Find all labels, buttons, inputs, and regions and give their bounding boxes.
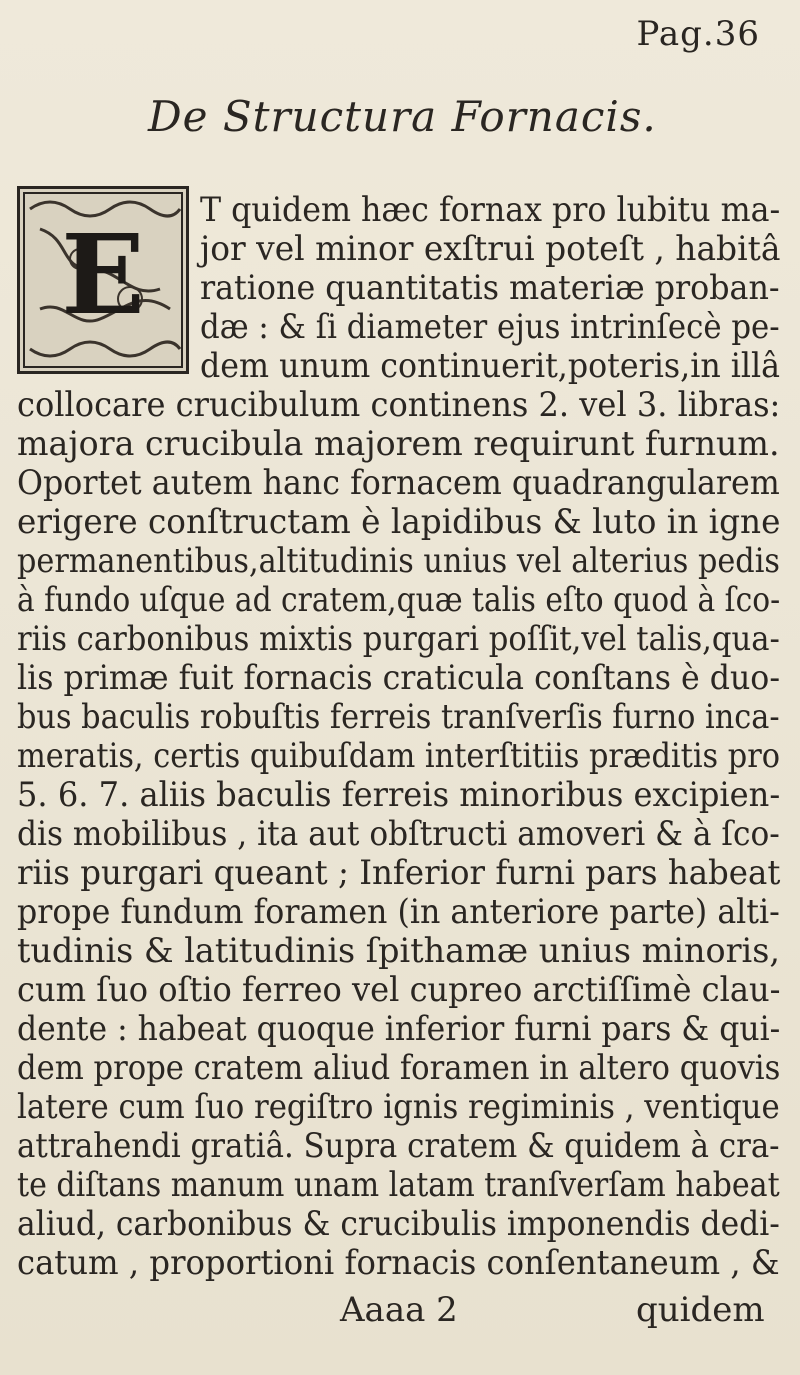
text-line: dis mobilibus , ita aut obſtructi amoveri & à ſco- <box>17 814 780 854</box>
text-line: te diſtans manum unam latam tranſverſam habeat <box>17 1165 780 1205</box>
chapter-heading: De Structura Fornacis. <box>148 92 657 141</box>
ornament-icon <box>20 189 186 371</box>
catchword: quidem <box>636 1290 765 1330</box>
text-line: cum ſuo oſtio ferreo vel cupreo arctiſſimè clau- <box>17 970 781 1010</box>
initial-letter: E <box>61 210 145 339</box>
text-line: riis purgari queant ; Inferior furni pars habeat <box>17 853 781 893</box>
text-line: 5. 6. 7. aliis baculis ferreis minoribus excipien- <box>17 775 781 815</box>
text-line: collocare crucibulum continens 2. vel 3. libras: <box>17 385 781 425</box>
text-line: latere cum ſuo regiſtro ignis regiminis , ventique <box>17 1087 780 1127</box>
text-line: Oportet autem hanc fornacem quadrangularem <box>17 463 780 503</box>
text-line: meratis, certis quibuſdam interſtitiis præditis pro <box>17 736 781 776</box>
text-line: ratione quantitatis materiæ proban- <box>200 268 780 308</box>
decorated-initial <box>17 186 189 374</box>
text-line: erigere conſtructam è lapidibus & luto in igne <box>17 502 781 542</box>
page-number: Pag.36 <box>636 14 760 54</box>
signature-mark: Aaaa 2 <box>340 1290 458 1330</box>
text-line: permanentibus,altitudinis unius vel alterius pedis <box>17 541 780 581</box>
text-line: tudinis & latitudinis ſpithamæ unius minoris, <box>17 931 780 971</box>
text-line: jor vel minor exſtrui poteſt , habitâ <box>200 229 781 269</box>
text-line: lis primæ fuit fornacis craticula conſtans è duo- <box>17 658 780 698</box>
text-line: dæ : & ſi diameter ejus intrinſecè pe- <box>200 307 780 347</box>
text-line: dente : habeat quoque inferior furni pars & qui- <box>17 1009 781 1049</box>
text-line: aliud, carbonibus & crucibulis imponendis dedi- <box>17 1204 780 1244</box>
text-line: bus baculis robuſtis ferreis tranſverſis furno inca- <box>17 697 780 737</box>
text-line: catum , proportioni fornacis conſentaneum , & <box>17 1243 780 1283</box>
text-line: majora crucibula majorem requirunt furnum. <box>17 424 780 464</box>
text-line: riis carbonibus mixtis purgari poſſit,vel talis,qua- <box>17 619 780 659</box>
text-line: prope fundum foramen (in anteriore parte) alti- <box>17 892 780 932</box>
text-line: attrahendi gratiâ. Supra cratem & quidem à cra- <box>17 1126 780 1166</box>
text-line: à fundo uſque ad cratem,quæ talis eſto quod à ſco- <box>17 580 781 620</box>
text-line: dem prope cratem aliud foramen in altero quovis <box>17 1048 781 1088</box>
text-line: dem unum continuerit,poteris,in illâ <box>200 346 781 386</box>
text-line: T quidem hæc fornax pro lubitu ma- <box>200 190 781 230</box>
